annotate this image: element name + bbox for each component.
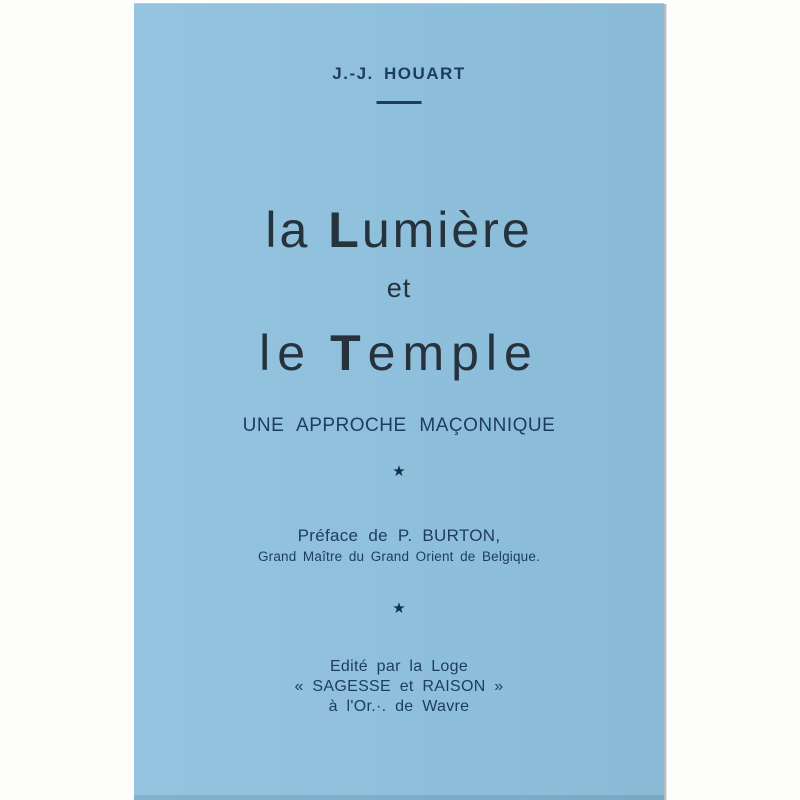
publisher-line-1: Edité par la Loge bbox=[329, 658, 469, 675]
title-line-1 bbox=[134, 202, 664, 258]
book-cover bbox=[134, 4, 664, 800]
author-underline-rule bbox=[377, 101, 422, 104]
subtitle: UNE APPROCHE MAÇONNIQUE bbox=[242, 415, 556, 436]
title-line-1-article: la bbox=[265, 202, 311, 258]
author-name: J.-J. HOUART bbox=[332, 64, 466, 83]
title-line-1-initial: L bbox=[328, 202, 362, 258]
title-line-2 bbox=[134, 325, 664, 381]
star-separator-1: ★ bbox=[392, 463, 406, 480]
title-line-2-rest: emple bbox=[367, 325, 539, 381]
title-line-2-initial: T bbox=[330, 325, 368, 381]
publisher-line-2: « SAGESSE et RAISON » bbox=[294, 678, 504, 695]
title-connector: et bbox=[386, 273, 412, 303]
preface-credit: Préface de P. BURTON, bbox=[297, 526, 501, 545]
star-separator-2: ★ bbox=[392, 600, 406, 617]
title-line-2-article: le bbox=[259, 325, 313, 381]
publisher-block bbox=[134, 657, 664, 717]
title-line-1-rest: umière bbox=[361, 202, 533, 258]
publisher-line-3: à l'Or.·. de Wavre bbox=[328, 698, 470, 715]
preface-credit-role: Grand Maître du Grand Orient de Belgique. bbox=[257, 549, 541, 564]
